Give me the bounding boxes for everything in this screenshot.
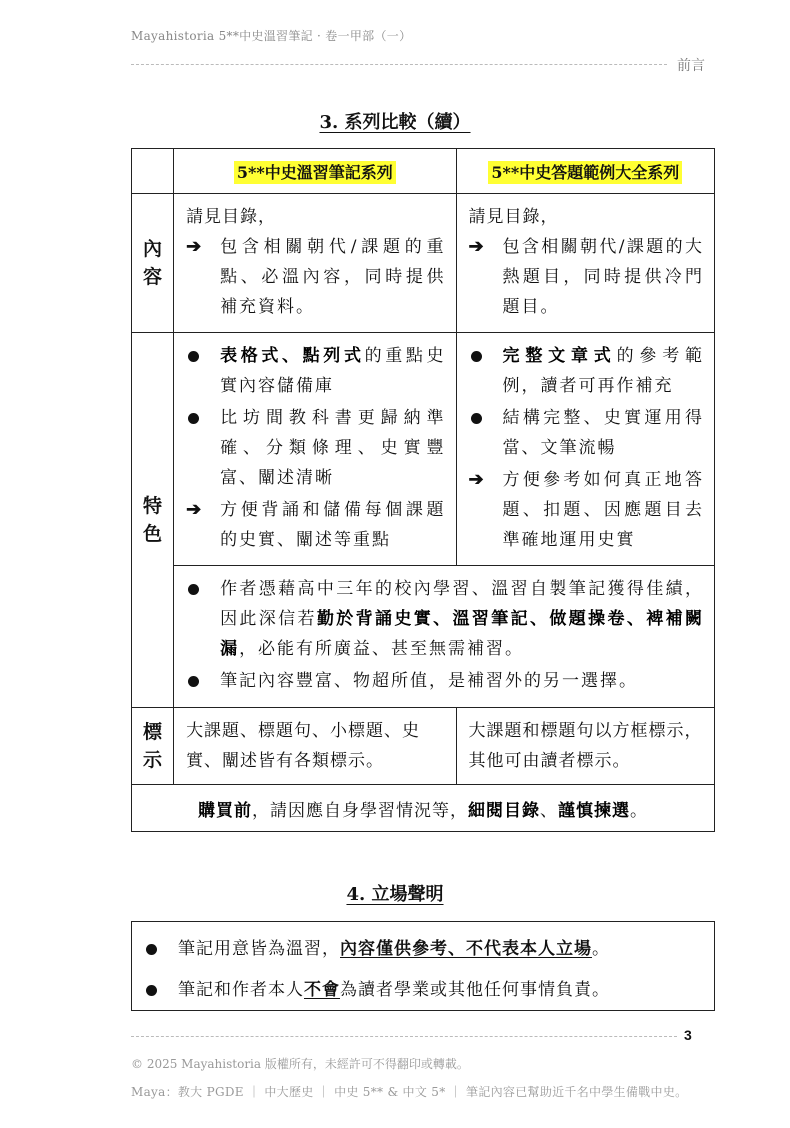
statement-2-pre: 筆記和作者本人: [178, 980, 304, 1000]
content-notes-intro: 請見目錄，: [186, 207, 277, 227]
copyright-notice: © 2025 Mayahistoria 版權所有，未經許可不得翻印或轉載。: [131, 1057, 469, 1071]
buy-advice-cell: [132, 785, 715, 832]
statement-1-pre: 筆記用意皆為溫習，: [178, 939, 340, 959]
statement-2-post: 為讀者學業或其他任何事情負責。: [340, 980, 610, 1000]
features-shared-1-post: ，必能有所廣益、甚至無需補習。: [239, 639, 525, 659]
buy-advice-text-3: 。: [630, 800, 648, 821]
bullet-icon: [471, 351, 482, 362]
marking-notes-cell: 大課題、標題句、小標題、史實、闡述皆有各類標示。: [174, 708, 456, 785]
features-answers-2: 結構完整、史實運用得當、文筆流暢: [502, 408, 704, 458]
header-section: 前言: [677, 58, 705, 74]
features-notes-3: 方便背誦和儲備每個課題的史實、闡述等重點: [220, 500, 446, 550]
arrow-icon: ➔: [186, 236, 202, 257]
statement-box: [131, 921, 715, 1011]
author-tagline: Maya：教大 PGDE ｜ 中大歷史 ｜ 中史 5** & 中文 5* ｜ 筆記內容已幫助近千名中學生備戰中史。: [131, 1085, 688, 1099]
arrow-icon: ➔: [468, 236, 484, 257]
features-shared-1-bold: 勤於背誦史實、溫習筆記、做題操卷、裨補闕漏: [220, 609, 705, 659]
bullet-icon: [188, 584, 199, 595]
arrow-icon: ➔: [186, 499, 202, 520]
statement-1-underlined: 內容僅供參考、不代表本人立場: [340, 939, 592, 959]
row-label-content: 內容: [132, 194, 174, 333]
features-notes-1-bold: 表格式、點列式: [220, 346, 365, 366]
content-notes-cell: [174, 194, 456, 333]
features-row: [132, 333, 715, 566]
buy-advice-bold-3: 謹慎揀選: [558, 800, 630, 821]
col-header-notes-label: 5**中史溫習筆記系列: [234, 161, 396, 184]
content-answers-point: 包含相關朝代/課題的大熱題目，同時提供冷門題目。: [502, 237, 704, 317]
features-shared-cell: [174, 566, 715, 708]
marking-answers-cell: 大課題和標題句以方框標示，其他可由讀者標示。: [456, 708, 714, 785]
header-divider: [131, 64, 667, 65]
marking-row: [132, 708, 715, 785]
table-header-row: [132, 149, 715, 194]
content-row: [132, 194, 715, 333]
features-notes-cell: [174, 333, 456, 566]
features-shared-row: [132, 566, 715, 708]
page-number: 3: [684, 1027, 692, 1043]
content-notes-point: 包含相關朝代/課題的重點、必溫內容，同時提供補充資料。: [220, 237, 446, 317]
features-shared-1-pre: 作者憑藉高中三年的校內學習、溫習自製筆記獲得佳績，因此深信若: [220, 579, 704, 629]
col-header-answers: [456, 149, 714, 194]
arrow-icon: ➔: [468, 469, 484, 490]
section3-title: [0, 108, 790, 134]
bullet-icon: [188, 351, 199, 362]
comparison-table: [131, 148, 715, 832]
bullet-icon: [188, 413, 199, 424]
content-answers-intro: 請見目錄，: [468, 207, 559, 227]
features-answers-1-bold: 完整文章式: [502, 346, 617, 366]
features-answers-3: 方便參考如何真正地答題、扣題、因應題目去準確地運用史實: [502, 470, 704, 550]
row-label-marking: 標示: [132, 708, 174, 785]
buy-row: [132, 785, 715, 832]
features-shared-2: 筆記內容豐富、物超所值，是補習外的另一選擇。: [220, 671, 639, 691]
statement-1-post: 。: [592, 939, 610, 959]
section3-title-text: 3. 系列比較（續）: [319, 112, 471, 133]
footer-divider: [131, 1036, 677, 1037]
features-notes-2: 比坊間教科書更歸納準確、分類條理、史實豐富、闡述清晰: [220, 408, 446, 488]
features-answers-1-rest: 的參考範例，讀者可再作補充: [502, 346, 705, 396]
features-answers-cell: [456, 333, 714, 566]
buy-advice-bold-2: 細閱目錄: [468, 800, 540, 821]
header-title: Mayahistoria 5**中史溫習筆記 · 卷一甲部（一）: [131, 29, 412, 43]
corner-cell: [132, 149, 174, 194]
statement-2-underlined: 不會: [304, 980, 340, 1000]
col-header-notes: [174, 149, 456, 194]
bullet-icon: [146, 985, 157, 996]
buy-advice-bold-1: 購買前: [198, 800, 252, 821]
features-notes-1-rest: 的重點史實內容儲備庫: [220, 346, 446, 396]
buy-advice-text-1: ，請因應自身學習情況等，: [252, 800, 468, 821]
bullet-icon: [471, 413, 482, 424]
section4-title: [0, 880, 790, 906]
buy-advice-text-2: 、: [540, 800, 558, 821]
content-answers-cell: [456, 194, 714, 333]
bullet-icon: [146, 944, 157, 955]
bullet-icon: [188, 676, 199, 687]
row-label-features: 特色: [132, 333, 174, 708]
col-header-answers-label: 5**中史答題範例大全系列: [488, 161, 682, 184]
section4-title-text: 4. 立場聲明: [346, 884, 444, 905]
